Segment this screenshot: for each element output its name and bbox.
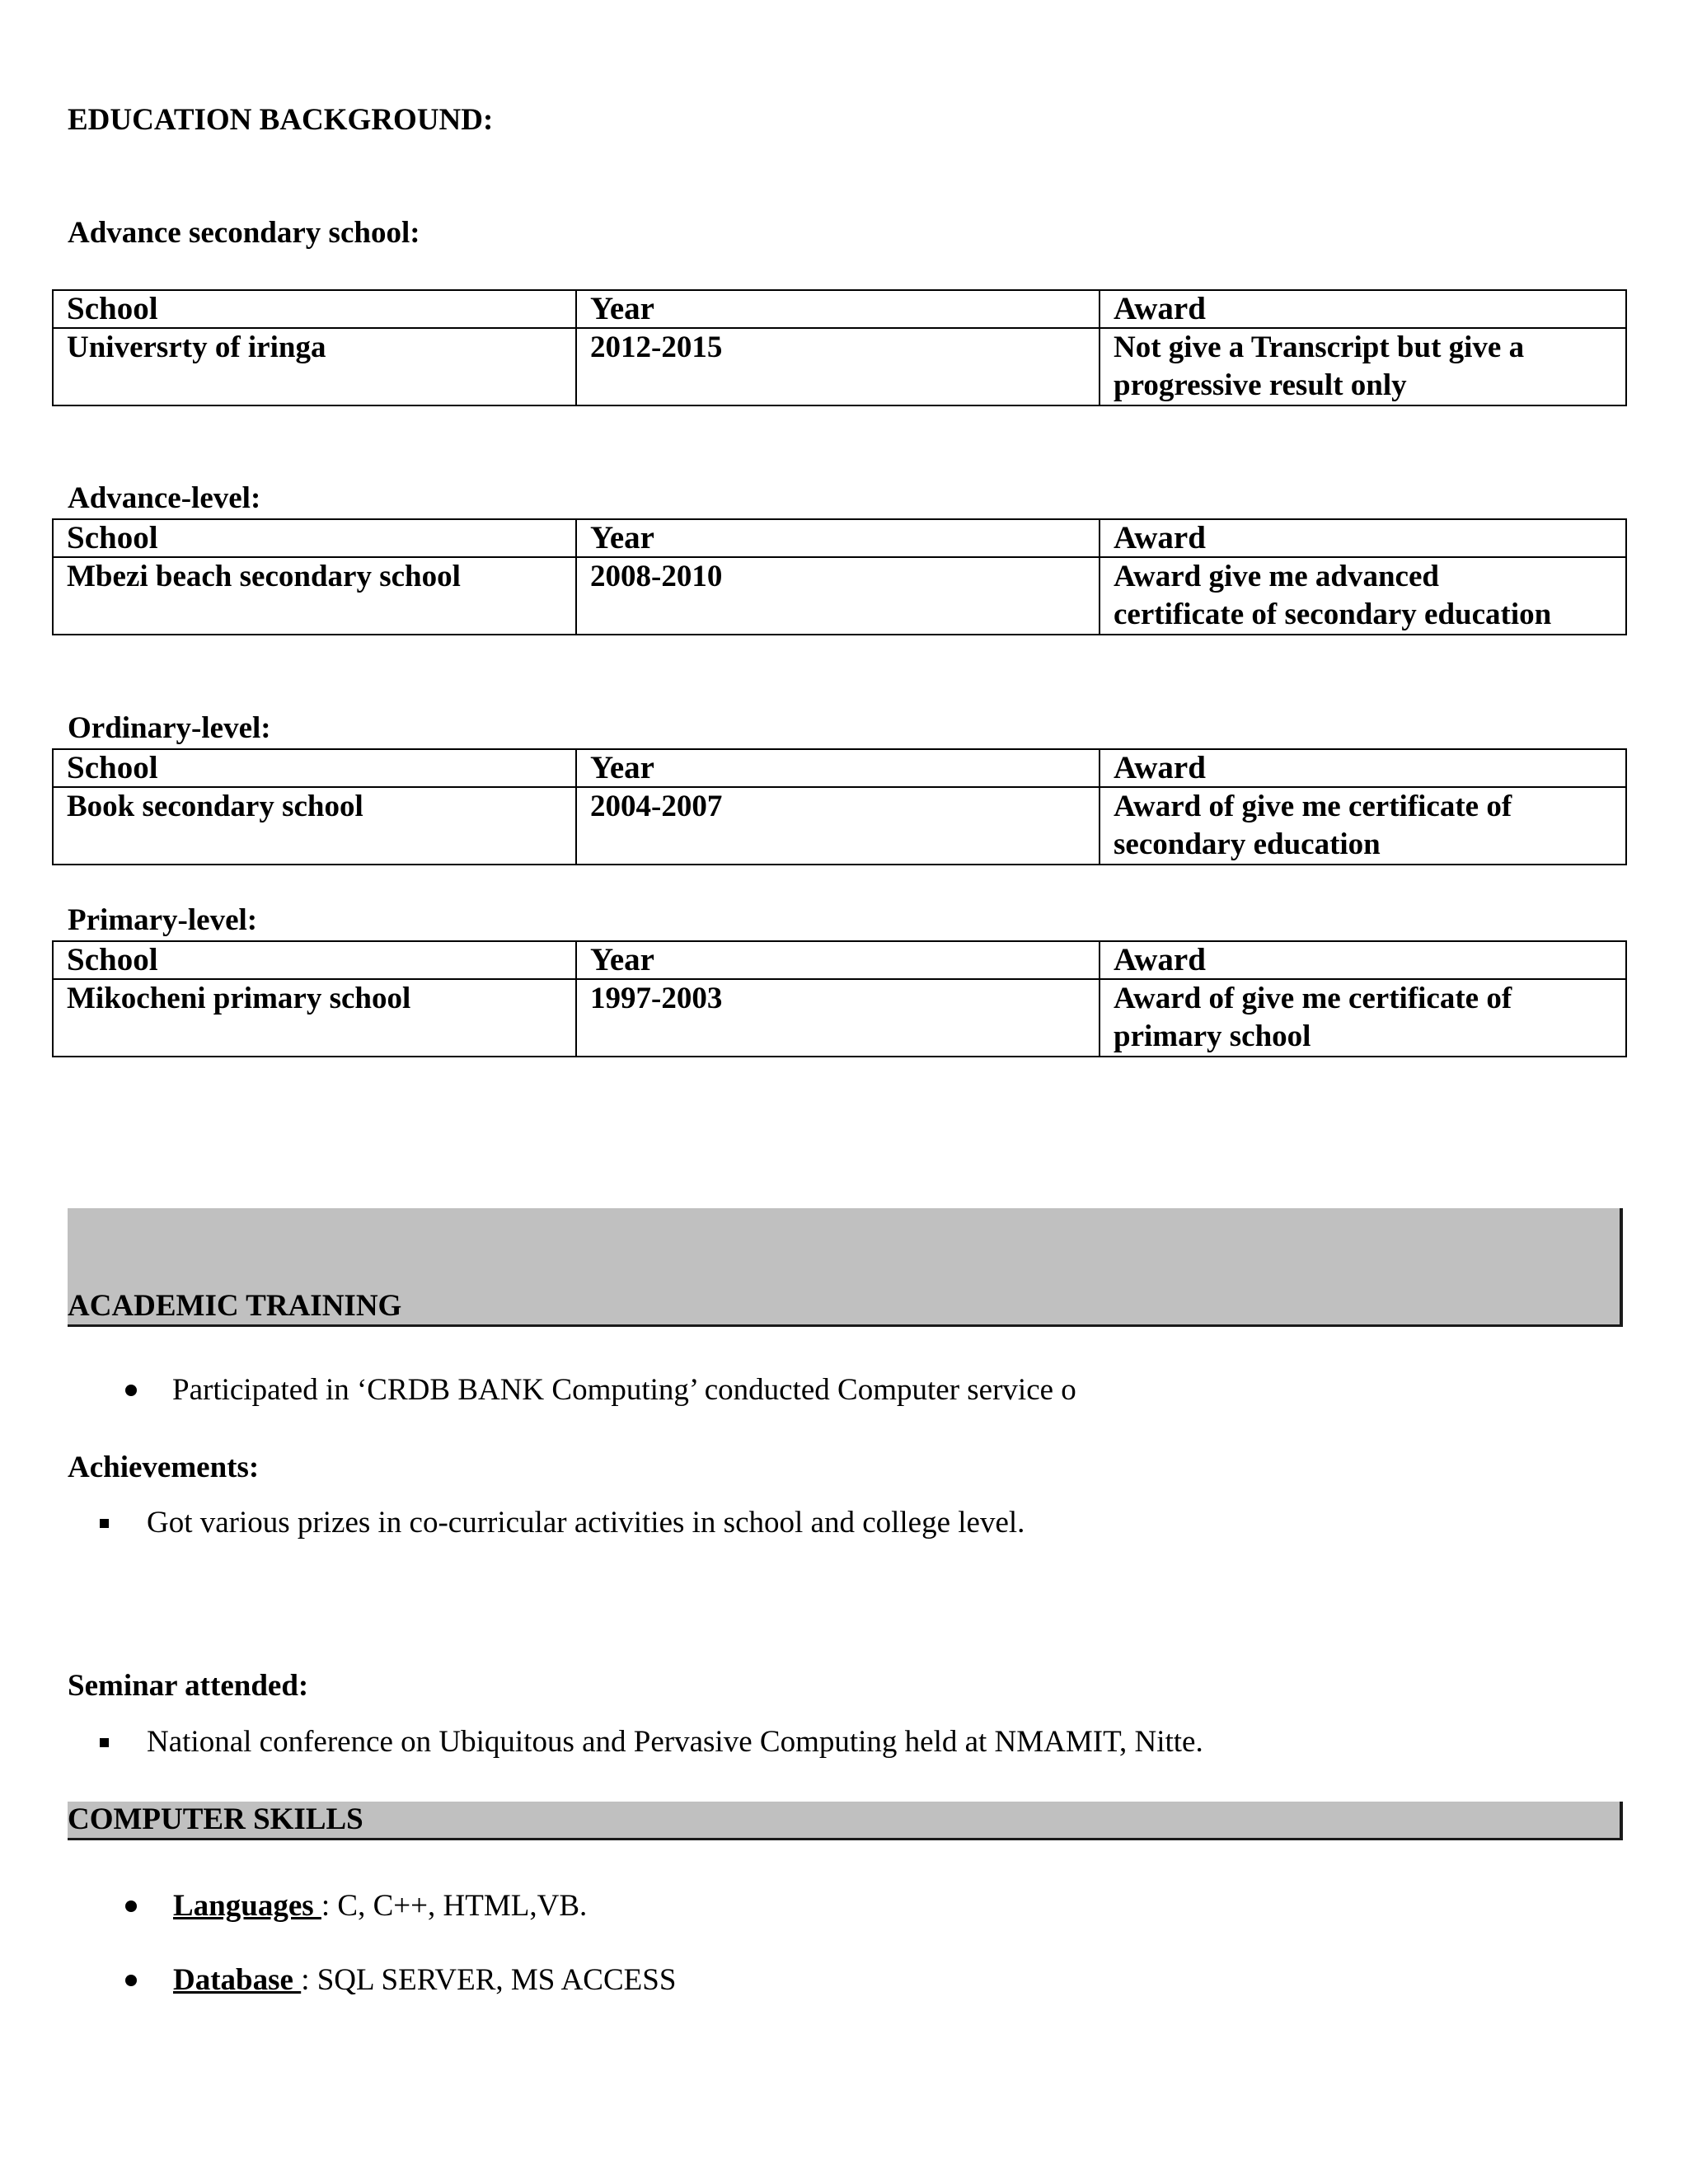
achievements-label: Achievements:	[68, 1451, 260, 1484]
cell-award	[1100, 328, 1626, 405]
ordinary-level-label: Ordinary-level:	[68, 711, 271, 745]
header-award: Award	[1100, 749, 1626, 787]
primary-level-table	[52, 940, 1627, 1057]
academic-training-item: Participated in ‘CRDB BANK Computing’ conducted Computer service o	[172, 1373, 1076, 1407]
cell-school: Book secondary school	[53, 787, 576, 865]
skill-label-database: Database	[173, 1963, 302, 1997]
skill-item-database	[173, 1962, 676, 1999]
table-header-row	[53, 749, 1626, 787]
table-row	[53, 979, 1626, 1057]
table-row	[53, 557, 1626, 635]
cell-school: Mbezi beach secondary school	[53, 557, 576, 635]
cell-award	[1100, 787, 1626, 865]
skill-value-database: : SQL SERVER, MS ACCESS	[301, 1963, 677, 1997]
advance-level-table	[52, 518, 1627, 635]
seminar-item: National conference on Ubiquitous and Pervasive Computing held at NMAMIT, Nitte.	[147, 1725, 1203, 1759]
academic-training-header	[68, 1208, 1623, 1327]
education-background-heading: EDUCATION BACKGROUND:	[68, 103, 494, 137]
table-header-row	[53, 941, 1626, 979]
bullet-dot-icon	[125, 1900, 137, 1912]
cell-award	[1100, 979, 1626, 1057]
header-year: Year	[576, 519, 1100, 557]
computer-skills-title: COMPUTER SKILLS	[68, 1802, 363, 1836]
header-school: School	[53, 749, 576, 787]
cell-year: 2008-2010	[576, 557, 1100, 635]
cell-year: 2012-2015	[576, 328, 1100, 405]
award-line-2: progressive result only	[1114, 368, 1407, 402]
skill-item-languages	[173, 1888, 587, 1924]
header-school: School	[53, 941, 576, 979]
skill-value-languages: : C, C++, HTML,VB.	[321, 1889, 588, 1923]
header-year: Year	[576, 749, 1100, 787]
header-award: Award	[1100, 519, 1626, 557]
cell-year: 2004-2007	[576, 787, 1100, 865]
advance-level-label: Advance-level:	[68, 481, 261, 515]
header-award: Award	[1100, 290, 1626, 328]
award-line-1: Award of give me certificate of	[1114, 790, 1512, 823]
bullet-square-icon	[100, 1519, 109, 1528]
achievement-item: Got various prizes in co-curricular activities in school and college level.	[147, 1506, 1025, 1540]
bullet-square-icon	[100, 1738, 109, 1747]
header-year: Year	[576, 941, 1100, 979]
cell-award	[1100, 557, 1626, 635]
header-school: School	[53, 290, 576, 328]
table-header-row	[53, 519, 1626, 557]
header-year: Year	[576, 290, 1100, 328]
ordinary-level-table	[52, 748, 1627, 865]
table-header-row	[53, 290, 1626, 328]
bullet-dot-icon	[125, 1975, 137, 1986]
bullet-dot-icon	[125, 1385, 137, 1396]
award-line-2: primary school	[1114, 1019, 1311, 1053]
cell-year: 1997-2003	[576, 979, 1100, 1057]
advance-secondary-table	[52, 289, 1627, 406]
award-line-2: secondary education	[1114, 827, 1381, 861]
computer-skills-header	[68, 1802, 1623, 1840]
award-line-1: Not give a Transcript but give a	[1114, 330, 1525, 364]
skill-label-languages: Languages	[173, 1889, 321, 1923]
table-row	[53, 787, 1626, 865]
header-award: Award	[1100, 941, 1626, 979]
advance-secondary-label: Advance secondary school:	[68, 216, 420, 250]
table-row	[53, 328, 1626, 405]
header-school: School	[53, 519, 576, 557]
cell-school: Mikocheni primary school	[53, 979, 576, 1057]
cell-school: Universrty of iringa	[53, 328, 576, 405]
award-line-2: certificate of secondary education	[1114, 598, 1552, 631]
seminar-label: Seminar attended:	[68, 1669, 309, 1703]
academic-training-title: ACADEMIC TRAINING	[68, 1289, 402, 1323]
award-line-1: Award of give me certificate of	[1114, 982, 1512, 1015]
award-line-1: Award give me advanced	[1114, 560, 1439, 593]
primary-level-label: Primary-level:	[68, 903, 258, 937]
